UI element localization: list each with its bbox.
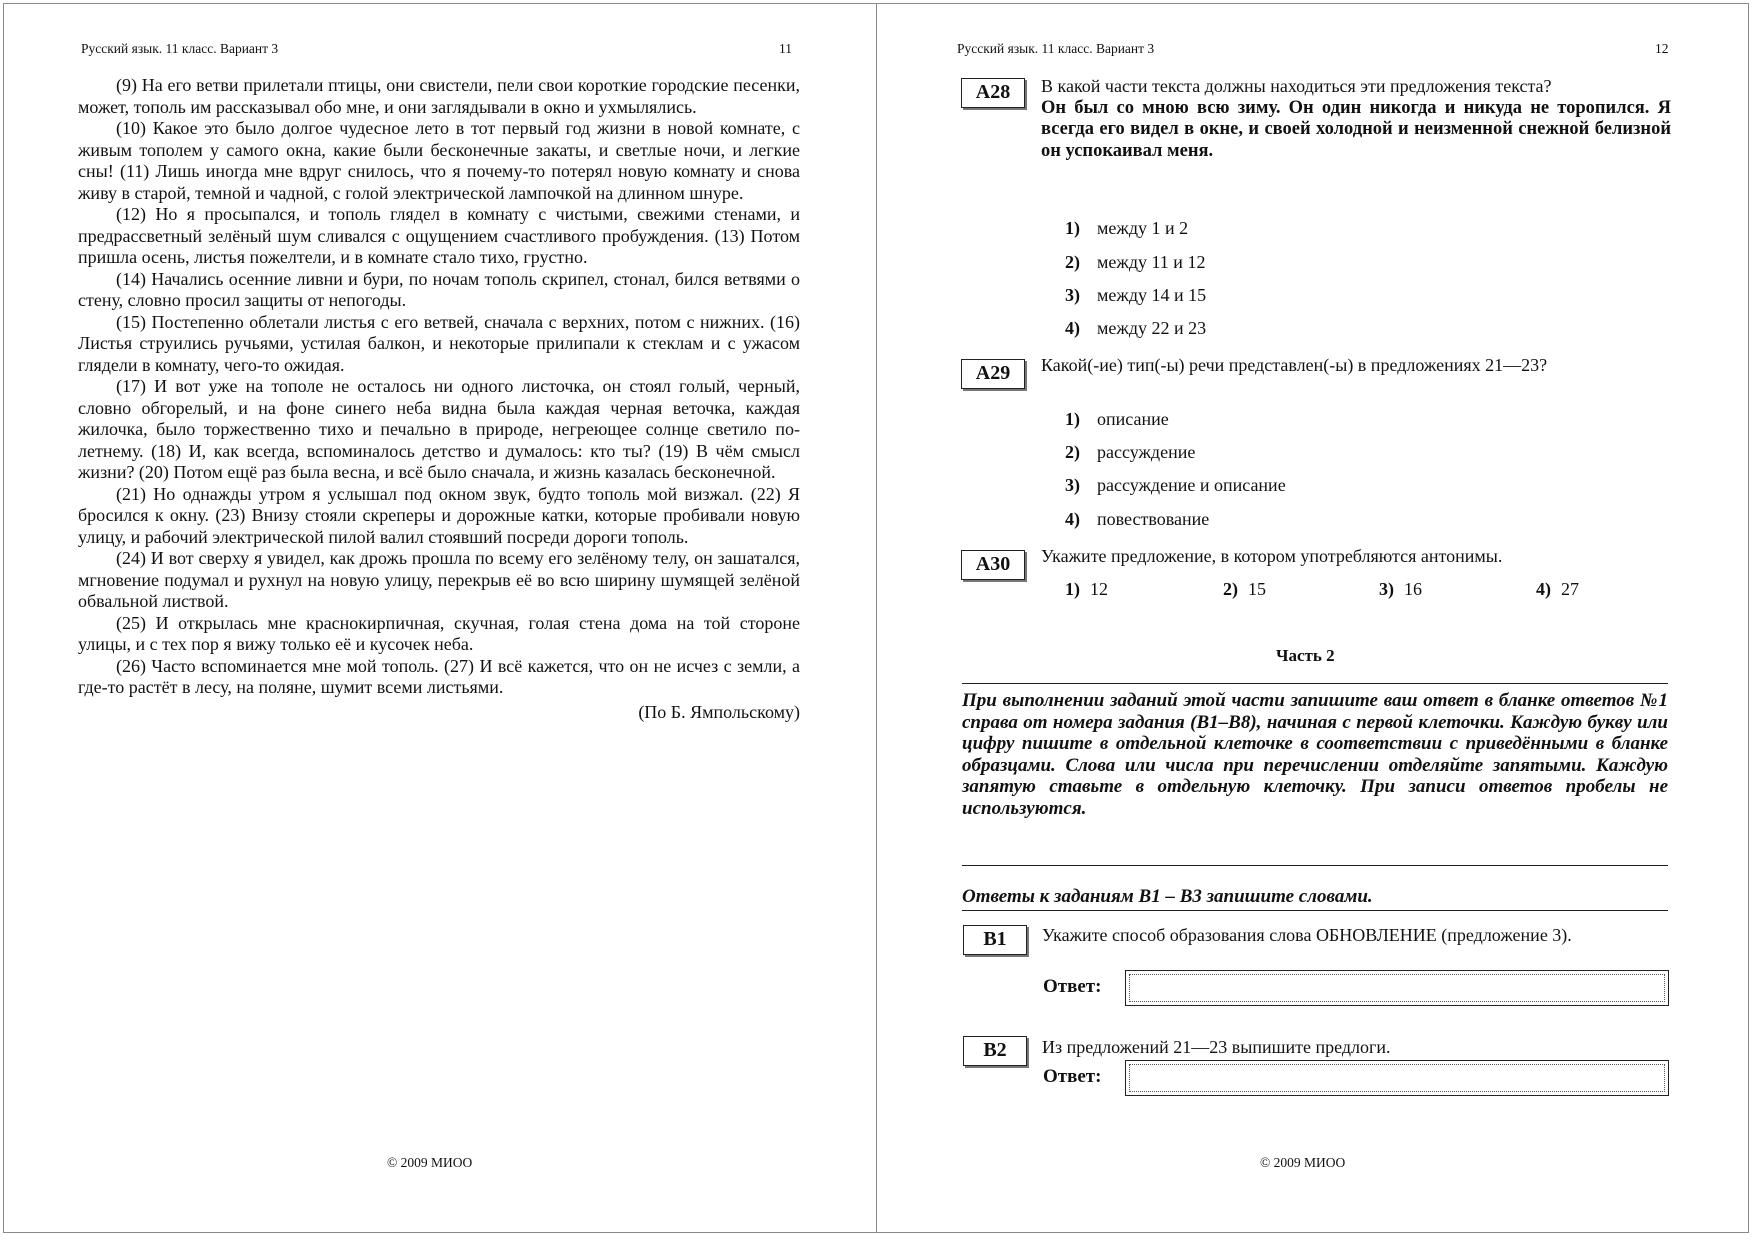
task-a28 bbox=[961, 76, 1671, 346]
part-2-instructions: При выполнении заданий этой части запишите ваш ответ в бланке ответов №1 справа от номера задания (В1–В8), начиная с первой клеточки. Каждую букву или цифру пишите в отдельной клеточке в соответствии с приведёнными в бланке образцами. Слова или числа при перечислении отделяйте запятыми. Каждую запятую ставьте в отдельную клеточку. При записи ответов пробелы не используются. bbox=[962, 690, 1668, 819]
option[interactable]: 4) 27 bbox=[1536, 579, 1579, 599]
paragraph: (21) Но однажды утром я услышал под окном звук, будто тополь мой визжал. (22) Я бросился к окну. (23) Внизу стояли скреперы и дорожные катки, которые пробивали новую улицу, и рабочий электрической пилой валил стоявший посреди дороги тополь. bbox=[78, 483, 800, 547]
page-number: 11 bbox=[779, 41, 792, 56]
task-number-badge: В1 bbox=[963, 925, 1027, 955]
answer-label: Ответ: bbox=[1043, 1066, 1102, 1087]
task-question bbox=[1041, 76, 1671, 162]
option[interactable]: 1) между 1 и 2 bbox=[1065, 218, 1189, 238]
question-text: Какой(-ие) тип(-ы) речи представлен(-ы) в предложениях 21—23? bbox=[1041, 355, 1548, 375]
paragraph: (15) Постепенно облетали листья с его ветвей, сначала с верхних, потом с нижних. (16) Листья струились ручьями, устилая балкон, и некоторые прилипали к стеклам и с ужасом глядели в комнату, чего-то ожидая. bbox=[78, 311, 800, 375]
divider-line bbox=[962, 683, 1668, 684]
task-number-badge: А28 bbox=[961, 78, 1025, 108]
quoted-sentences: Он был со мною всю зиму. Он один никогда и никуда не торопился. Я всегда его видел в окне, и своей холодной и неизменной снежной белизной он успокаивал меня. bbox=[1041, 97, 1671, 161]
page-footer: © 2009 МИОО bbox=[387, 1155, 473, 1170]
option[interactable]: 2) между 11 и 12 bbox=[1065, 252, 1206, 272]
question-text: В какой части текста должны находиться эти предложения текста? bbox=[1041, 76, 1552, 96]
option[interactable]: 1) 12 bbox=[1065, 579, 1108, 599]
answer-label: Ответ: bbox=[1043, 976, 1102, 997]
task-number-badge: В2 bbox=[963, 1036, 1027, 1066]
left-page bbox=[4, 3, 876, 1233]
task-a29 bbox=[961, 355, 1671, 535]
task-a30 bbox=[961, 546, 1671, 606]
author-attribution: (По Б. Ямпольскому) bbox=[638, 701, 800, 722]
option[interactable]: 3) между 14 и 15 bbox=[1065, 285, 1207, 305]
page-footer: © 2009 МИОО bbox=[1260, 1155, 1346, 1170]
option[interactable]: 4) между 22 и 23 bbox=[1065, 318, 1207, 338]
paragraph: (12) Но я просыпался, и тополь глядел в комнату с чистыми, свежими стенами, и предрассветный зелёный шум сливался с ощущением счастливого пробуждения. (13) Потом пришла осень, листья пожелтели, и в комнате стало тихо, грустно. bbox=[78, 204, 800, 267]
task-b2-question: Из предложений 21—23 выпишите предлоги. bbox=[1042, 1037, 1391, 1057]
paragraph: (25) И открылась мне краснокирпичная, скучная, голая стена дома на той стороне улицы, и с тех пор я вижу только её и кусочек неба. bbox=[78, 612, 800, 654]
paragraph: (24) И вот сверху я увидел, как дрожь прошла по всему его зелёному телу, он зашатался, мгновение подумал и рухнул на новую улицу, перекрыв её во всю ширину шумящей зелёной обвальной листвой. bbox=[78, 548, 800, 611]
paragraph: (14) Начались осенние ливни и бури, по ночам тополь скрипел, стонал, бился ветвями о стену, словно просил защиты от непогоды. bbox=[78, 268, 800, 310]
paragraph: (26) Часто вспоминается мне мой тополь. (27) И всё кажется, что он не исчез с земли, а где-то растёт в лесу, на поляне, шумит всеми листьями. bbox=[78, 655, 800, 697]
divider-line bbox=[962, 865, 1668, 866]
option[interactable]: 2) рассуждение bbox=[1065, 442, 1196, 462]
option[interactable]: 3) рассуждение и описание bbox=[1065, 475, 1286, 495]
text-body bbox=[78, 75, 800, 723]
option[interactable]: 4) повествование bbox=[1065, 509, 1210, 529]
b1-b3-instructions: Ответы к заданиям В1 – В3 запишите словами. bbox=[962, 886, 1373, 907]
paragraph: (17) И вот уже на тополе не осталось ни одного листочка, он стоял голый, черный, словно обгорелый, и на фоне синего неба видна была каждая черная веточка, каждая жилочка, было торжественно тихо и печально в природе, негреющее солнце светило по-летнему. (18) И, как всегда, вспоминалось детство и думалось: кто ты? (19) В чём смысл жизни? (20) Потом ещё раз была весна, и всё было сначала, и жизнь казалась бесконечной. bbox=[78, 376, 800, 482]
header-title: Русский язык. 11 класс. Вариант 3 bbox=[81, 41, 279, 56]
option[interactable]: 1) описание bbox=[1065, 409, 1169, 429]
paragraph: (10) Какое это было долгое чудесное лето в тот первый год жизни в новой комнате, с живым тополем у самого окна, какие были бесконечные закаты, и светлые ночи, и легкие сны! (11) Лишь иногда мне вдруг снилось, что я почему-то потерял новую комнату и снова живу в старой, темной и чадной, с голой электрической лампочкой на длинном шнуре. bbox=[78, 118, 800, 203]
answer-field-b2[interactable] bbox=[1125, 1060, 1669, 1096]
option[interactable]: 3) 16 bbox=[1379, 579, 1422, 599]
paragraph: (9) На его ветви прилетали птицы, они свистели, пели свои короткие городские песенки, может, тополь им рассказывал обо мне, и они заглядывали в окно и ухмылялись. bbox=[78, 75, 800, 117]
page-number: 12 bbox=[1655, 41, 1669, 56]
header-title: Русский язык. 11 класс. Вариант 3 bbox=[957, 41, 1155, 56]
part-2-title: Часть 2 bbox=[1276, 646, 1335, 665]
task-number-badge: А29 bbox=[961, 359, 1025, 389]
question-text: Укажите предложение, в котором употребляются антонимы. bbox=[1041, 546, 1503, 566]
answer-field-b1[interactable] bbox=[1125, 970, 1669, 1006]
task-number-badge: А30 bbox=[961, 550, 1025, 580]
task-b1-question: Укажите способ образования слова ОБНОВЛЕНИЕ (предложение 3). bbox=[1042, 925, 1572, 945]
option[interactable]: 2) 15 bbox=[1223, 579, 1266, 599]
divider-line bbox=[962, 910, 1668, 911]
